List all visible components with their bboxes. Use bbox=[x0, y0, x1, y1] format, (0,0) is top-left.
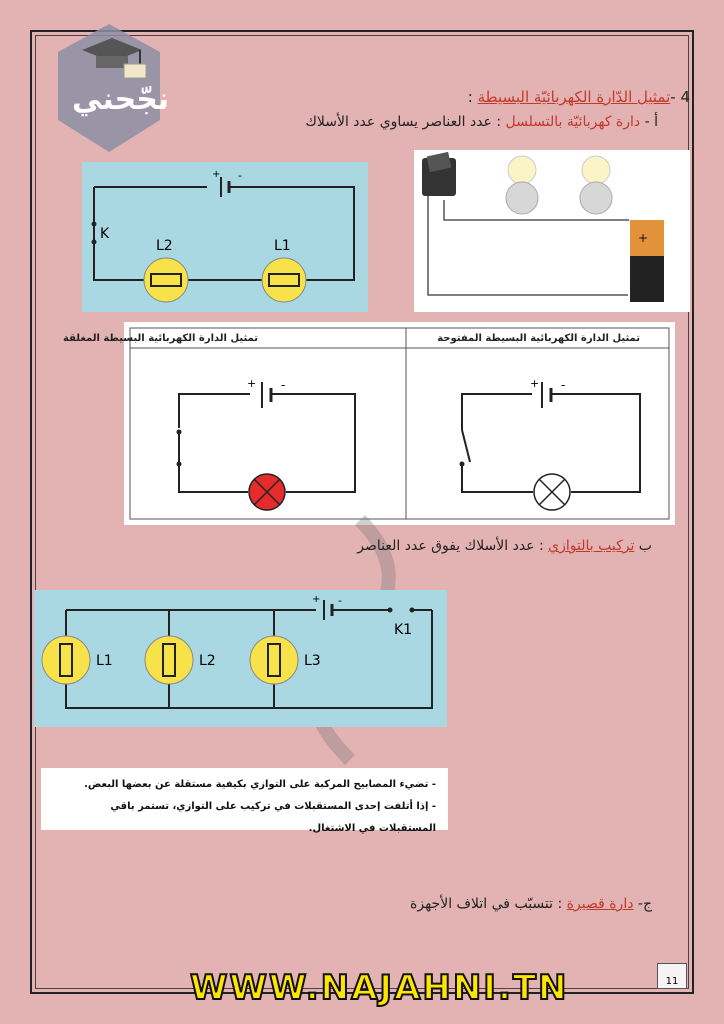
table-header-closed: تمثيل الدارة الكهربائية البسيطة المغلقة bbox=[63, 333, 258, 344]
section-colon: : bbox=[467, 88, 478, 106]
series-rest: : عدد العناصر يساوي عدد الأسلاك bbox=[305, 114, 506, 130]
series-prefix: أ - bbox=[640, 114, 658, 130]
parallel-notes bbox=[41, 768, 448, 834]
short-circuit-definition bbox=[410, 896, 652, 912]
svg-text:-: - bbox=[561, 378, 566, 392]
parallel-lamp-l1 bbox=[42, 636, 90, 684]
parallel-circuit-diagram bbox=[34, 590, 447, 727]
note-line-1: - تضيء المصابيح المركبة على التوازي بكيفية مستقلة عن بعضها البعض. bbox=[84, 779, 436, 790]
short-term: دارة قصيرة bbox=[566, 896, 634, 912]
table-header-open: تمثيل الدارة الكهربائية البسيطة المفتوحة bbox=[437, 333, 640, 344]
svg-text:-: - bbox=[281, 378, 286, 392]
series-lamp-l2 bbox=[144, 258, 188, 302]
parallel-lamp-l2 bbox=[145, 636, 193, 684]
svg-text:L2: L2 bbox=[199, 653, 216, 669]
section-number: 4 - bbox=[670, 88, 690, 106]
simple-circuit-table bbox=[124, 322, 675, 525]
battery-icon bbox=[630, 220, 664, 302]
svg-text:+: + bbox=[530, 377, 540, 390]
section-heading bbox=[468, 88, 690, 106]
parallel-term: تركيب بالتوازي bbox=[548, 538, 635, 554]
parallel-switch-label: K1 bbox=[394, 622, 413, 638]
series-minus-label: - bbox=[238, 169, 242, 182]
parallel-rest: : عدد الأسلاك يفوق عدد العناصر bbox=[357, 538, 549, 554]
series-definition bbox=[305, 114, 658, 130]
section-title: تمثيل الدّارة الكهربائيّة البسيطة bbox=[477, 88, 671, 106]
series-plus-label: + bbox=[212, 169, 221, 180]
svg-text:-: - bbox=[338, 594, 342, 607]
svg-text:+: + bbox=[247, 377, 257, 390]
short-rest: : تتسبّب في اتلاف الأجهزة bbox=[410, 896, 567, 912]
series-term: دارة كهربائيّة بالتسلسل bbox=[505, 114, 641, 130]
series-lamp-l1-label: L1 bbox=[274, 238, 291, 254]
parallel-prefix: ب bbox=[634, 538, 652, 554]
footer-url[interactable]: WWW.NAJAHNI.TN bbox=[190, 968, 569, 1008]
svg-text:L3: L3 bbox=[304, 653, 321, 669]
page-number: 11 bbox=[657, 963, 687, 989]
series-switch-label: K bbox=[100, 226, 110, 242]
logo-text: نجّحني bbox=[72, 82, 170, 117]
parallel-lamp-l3 bbox=[250, 636, 298, 684]
series-lamp-l2-label: L2 bbox=[156, 238, 173, 254]
svg-text:+: + bbox=[638, 231, 649, 245]
parallel-definition bbox=[357, 538, 652, 554]
switch-icon bbox=[422, 152, 456, 196]
series-circuit-photo bbox=[414, 150, 690, 312]
svg-text:+: + bbox=[312, 594, 321, 605]
svg-text:L1: L1 bbox=[96, 653, 113, 669]
short-prefix: ج- bbox=[633, 896, 652, 912]
note-line-2: - إذا أتلفت إحدى المستقبلات في تركيب على التوازي، تستمر باقي المستقبلات في الاشتغال. bbox=[110, 801, 436, 834]
series-lamp-l1 bbox=[262, 258, 306, 302]
series-circuit-diagram bbox=[82, 162, 368, 312]
